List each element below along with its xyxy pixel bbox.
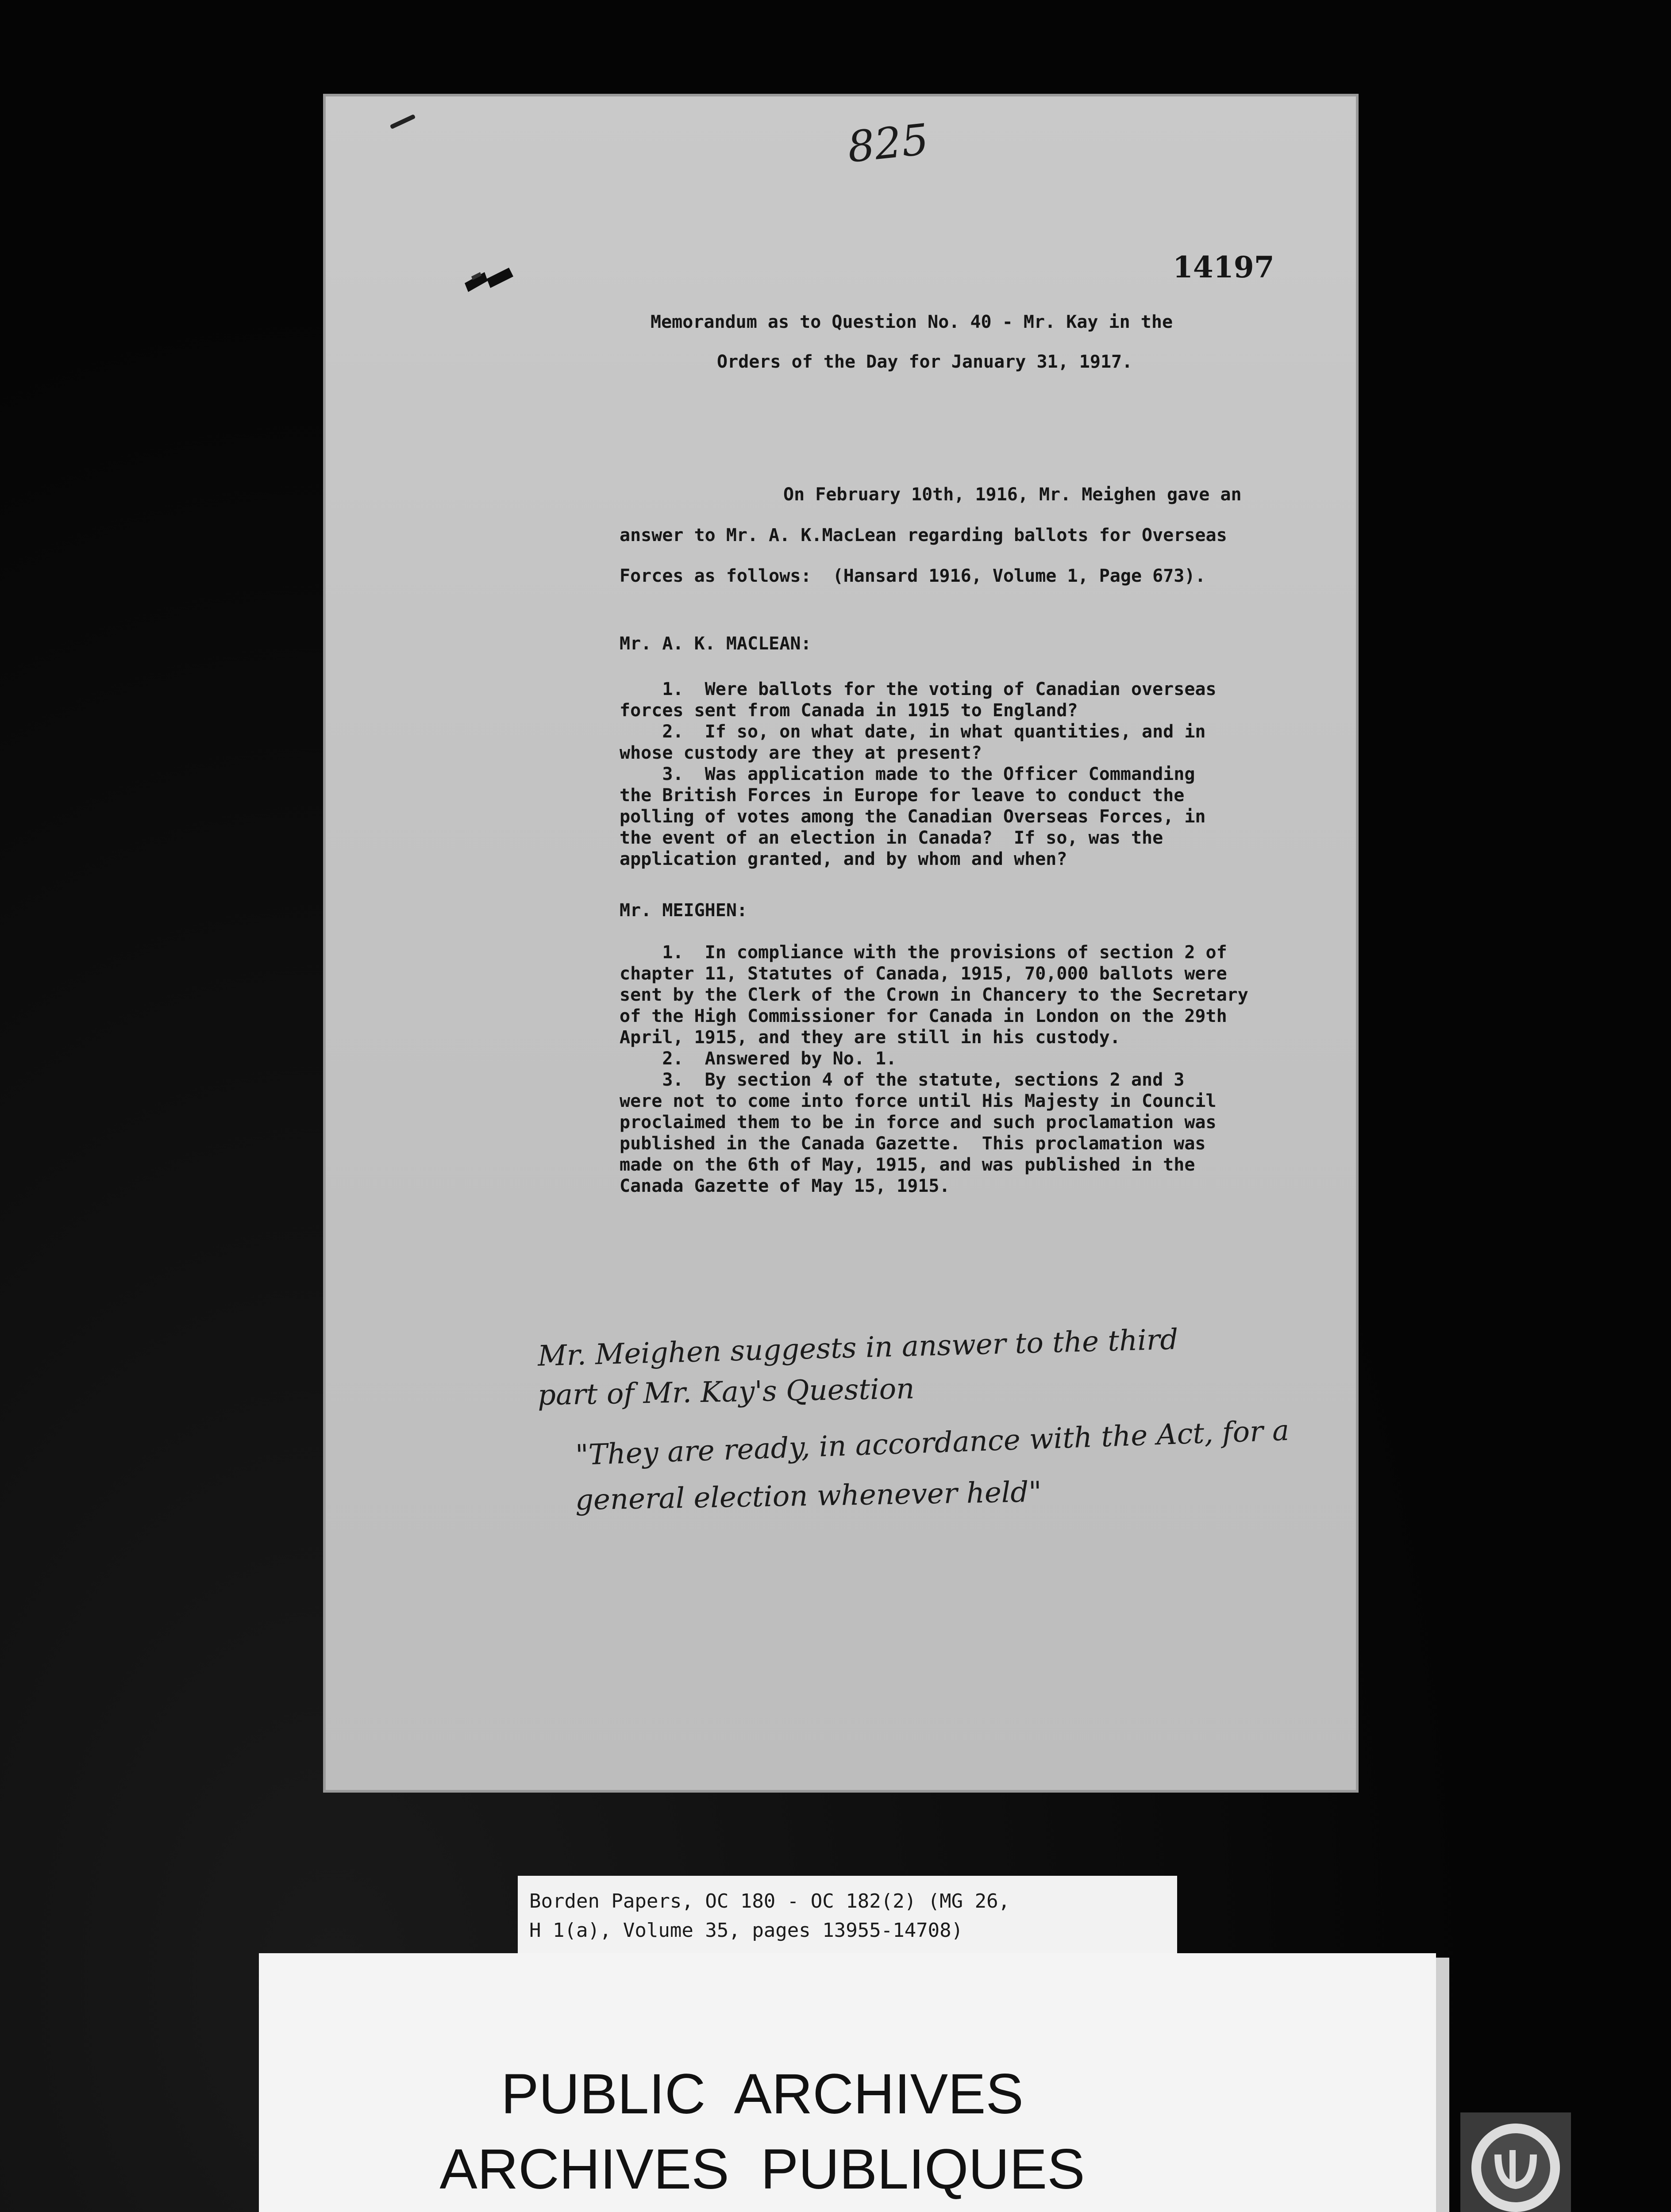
meighen-line: chapter 11, Statutes of Canada, 1915, 70,000 ballots were xyxy=(620,964,1227,984)
meighen-line: April, 1915, and they are still in his custody. xyxy=(620,1027,1120,1048)
handwritten-note-line-2: part of Mr. Kay's Question xyxy=(537,1372,915,1412)
reference-line-2: H 1(a), Volume 35, pages 13955-14708) xyxy=(529,1919,963,1942)
intro-line-3: Forces as follows: (Hansard 1916, Volume 1, Page 673). xyxy=(620,566,1206,586)
archive-title-french: ARCHIVES PUBLIQUES xyxy=(439,2138,1085,2201)
meighen-line: of the High Commissioner for Canada in London on the 29th xyxy=(620,1006,1227,1026)
intro-line-1: On February 10th, 1916, Mr. Meighen gave an xyxy=(783,484,1242,505)
maclean-line: forces sent from Canada in 1915 to England? xyxy=(620,700,1078,721)
meighen-line: proclaimed them to be in force and such proclamation was xyxy=(620,1112,1217,1133)
maclean-line: 1. Were ballots for the voting of Canadian overseas xyxy=(620,679,1217,699)
meighen-line: 2. Answered by No. 1. xyxy=(620,1048,897,1069)
meighen-line: were not to come into force until His Majesty in Council xyxy=(620,1091,1217,1111)
meighen-label: Mr. MEIGHEN: xyxy=(620,900,747,921)
meighen-line: 1. In compliance with the provisions of section 2 of xyxy=(620,942,1227,963)
memo-heading-line-2: Orders of the Day for January 31, 1917. xyxy=(717,352,1133,372)
meighen-line: published in the Canada Gazette. This proclamation was xyxy=(620,1133,1206,1154)
meighen-line: made on the 6th of May, 1915, and was published in the xyxy=(620,1155,1195,1175)
meighen-line: 3. By section 4 of the statute, sections 2 and 3 xyxy=(620,1070,1185,1090)
reference-slip xyxy=(518,1876,1177,1953)
maclean-line: 2. If so, on what date, in what quantities, and in xyxy=(620,722,1206,742)
maclean-label: Mr. A. K. MACLEAN: xyxy=(620,634,812,654)
public-archives-card xyxy=(259,1953,1436,2212)
maclean-line: 3. Was application made to the Officer Commanding xyxy=(620,764,1195,784)
punch-mark-icon xyxy=(460,259,527,303)
meighen-line: Canada Gazette of May 15, 1915. xyxy=(620,1176,950,1196)
public-archives-seal-icon xyxy=(1460,2112,1571,2212)
archive-title-english: PUBLIC ARCHIVES xyxy=(501,2062,1024,2126)
handwritten-note-line-3: "They are ready, in accordance with the Act, for a xyxy=(575,1414,1290,1472)
maclean-line: whose custody are they at present? xyxy=(620,743,982,763)
maclean-line: polling of votes among the Canadian Overseas Forces, in xyxy=(620,806,1206,827)
maclean-line: application granted, and by whom and when? xyxy=(620,849,1067,869)
meighen-line: sent by the Clerk of the Crown in Chancery to the Secretary xyxy=(620,985,1248,1005)
memo-heading-line-1: Memorandum as to Question No. 40 - Mr. Kay in the xyxy=(651,312,1173,332)
reference-line-1: Borden Papers, OC 180 - OC 182(2) (MG 26, xyxy=(529,1890,1010,1912)
folio-number: 825 xyxy=(845,114,931,173)
handwritten-note-line-1: Mr. Meighen suggests in answer to the third xyxy=(537,1323,1179,1373)
intro-line-2: answer to Mr. A. K.MacLean regarding ballots for Overseas xyxy=(620,525,1227,545)
handwritten-note-line-4: general election whenever held" xyxy=(575,1475,1042,1517)
page-stamp-number: 14197 xyxy=(1173,250,1274,284)
maclean-line: the British Forces in Europe for leave to conduct the xyxy=(620,785,1185,806)
maclean-line: the event of an election in Canada? If so, was the xyxy=(620,828,1163,848)
